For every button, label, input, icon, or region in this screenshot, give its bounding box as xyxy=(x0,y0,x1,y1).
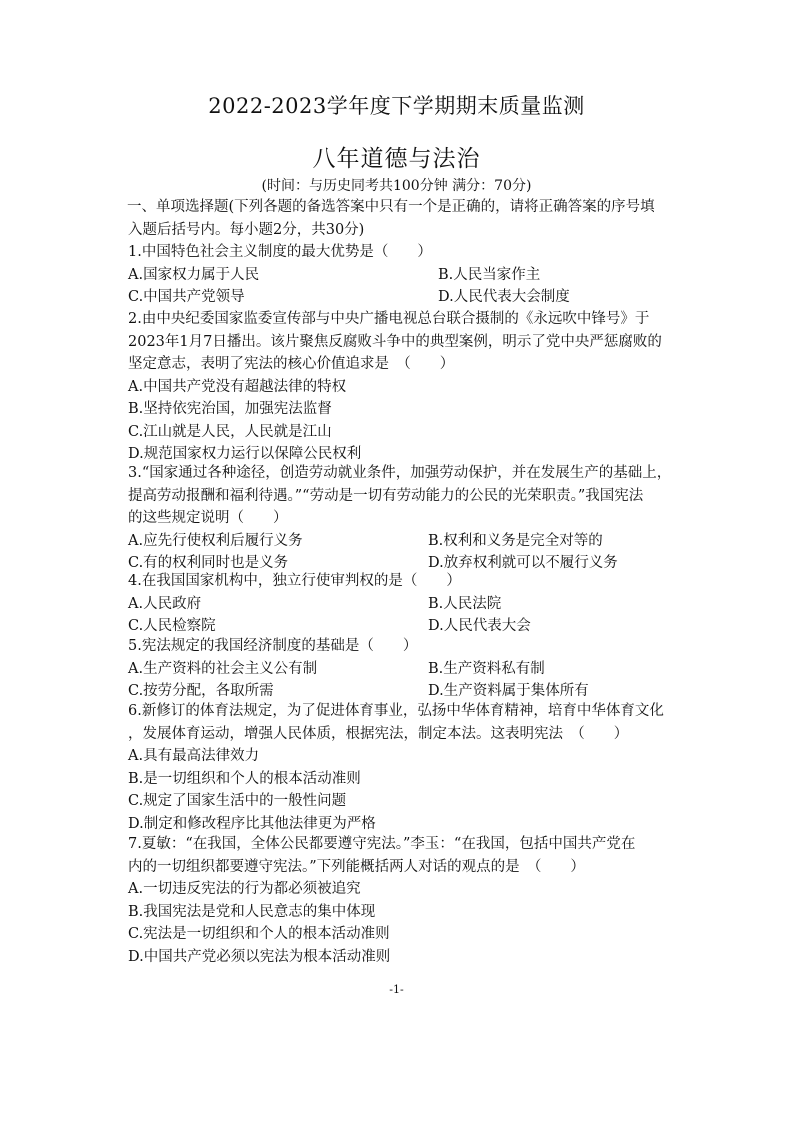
instruction-line: 一、单项选择题(下列各题的备选答案中只有一个是正确的，请将正确答案的序号填 xyxy=(127,199,655,215)
option-b: B.生产资料私有制 xyxy=(428,660,545,677)
option-c: C.有的权利同时也是义务 xyxy=(128,555,289,571)
question-4 xyxy=(128,570,718,638)
question-7 xyxy=(128,833,718,968)
option-d: D.规范国家权力运行以保障公民权利 xyxy=(128,446,362,462)
option-a: A.中国共产党没有超越法律的特权 xyxy=(128,378,347,395)
option-b: B.人民法院 xyxy=(428,595,502,612)
question-6 xyxy=(128,700,718,835)
option-d: D.生产资料属于集体所有 xyxy=(428,683,589,699)
question-stem: 提高劳动报酬和福利待遇。”“劳动是一切有劳动能力的公民的光荣职责。”我国宪法 xyxy=(128,487,644,504)
question-3 xyxy=(128,462,718,575)
question-stem: 2023年1月7日播出。该片聚焦反腐败斗争中的典型案例，明示了党中央严惩腐败的 xyxy=(128,333,662,350)
exam-title: 2022-2023学年度下学期期末质量监测 xyxy=(208,94,585,118)
option-d: D.放弃权利就可以不履行义务 xyxy=(428,555,618,571)
option-a: A.一切违反宪法的行为都必须被追究 xyxy=(128,881,361,897)
option-d: D.人民代表大会 xyxy=(428,618,531,634)
option-c: C.按劳分配，各取所需 xyxy=(128,683,274,699)
question-1 xyxy=(128,241,718,309)
option-a: A.具有最高法律效力 xyxy=(128,748,260,764)
question-stem: 7.夏敏：“在我国，全体公民都要遵守宪法。”李玉：“在我国，包括中国共产党在 xyxy=(128,836,636,852)
question-stem: 内的一切组织都要遵守宪法。”下列能概括两人对话的观点的是 （ ） xyxy=(128,858,585,875)
option-b: B.坚持依宪治国，加强宪法监督 xyxy=(128,401,332,417)
question-stem: 的这些规定说明（ ） xyxy=(128,510,288,526)
question-stem: ，发展体育运动，增强人民体质，根据宪法，制定本法。这表明宪法 （ ） xyxy=(128,725,629,742)
question-stem: 5.宪法规定的我国经济制度的基础是（ ） xyxy=(128,638,418,654)
exam-meta: (时间：与历史同考共100分钟 满分：70分) xyxy=(261,178,532,194)
question-5 xyxy=(128,635,718,703)
question-2 xyxy=(128,308,718,466)
question-stem: 6.新修订的体育法规定，为了促进体育事业，弘扬中华体育精神，培育中华体育文化 xyxy=(128,703,664,719)
option-c: C.规定了国家生活中的一般性问题 xyxy=(128,793,347,809)
question-stem: 1.中国特色社会主义制度的最大优势是（ ） xyxy=(128,244,432,260)
question-stem: 3.“国家通过各种途径，创造劳动就业条件，加强劳动保护，并在发展生产的基础上， xyxy=(128,465,672,481)
option-a: A.人民政府 xyxy=(128,595,202,612)
subject-title: 八年道德与法治 xyxy=(312,146,481,172)
option-c: C.中国共产党领导 xyxy=(128,289,245,305)
option-a: A.应先行使权利后履行义务 xyxy=(128,532,303,549)
question-stem: 坚定意志，表明了宪法的核心价值追求是 （ ） xyxy=(128,356,455,372)
option-d: D.人民代表大会制度 xyxy=(438,289,570,305)
option-d: D.中国共产党必须以宪法为根本活动准则 xyxy=(128,948,391,965)
option-a: A.国家权力属于人民 xyxy=(128,266,260,283)
question-stem: 4.在我国国家机构中，独立行使审判权的是（ ） xyxy=(128,573,461,589)
instruction-line: 入题后括号内。每小题2分，共30分) xyxy=(128,221,365,238)
option-b: B.我国宪法是党和人民意志的集中体现 xyxy=(128,903,376,920)
option-c: C.江山就是人民，人民就是江山 xyxy=(128,423,332,440)
option-c: C.人民检察院 xyxy=(128,618,216,634)
question-stem: 2.由中央纪委国家监委宣传部与中央广播电视总台联合摄制的《永远吹中锋号》于 xyxy=(128,311,650,327)
option-a: A.生产资料的社会主义公有制 xyxy=(128,660,318,677)
option-b: B.是一切组织和个人的根本活动准则 xyxy=(128,770,361,787)
option-b: B.人民当家作主 xyxy=(438,266,541,283)
option-b: B.权利和义务是完全对等的 xyxy=(428,532,603,549)
option-c: C.宪法是一切组织和个人的根本活动准则 xyxy=(128,926,390,942)
page-number: -1- xyxy=(389,983,404,996)
option-d: D.制定和修改程序比其他法律更为严格 xyxy=(128,815,376,832)
section-instruction xyxy=(128,196,655,241)
